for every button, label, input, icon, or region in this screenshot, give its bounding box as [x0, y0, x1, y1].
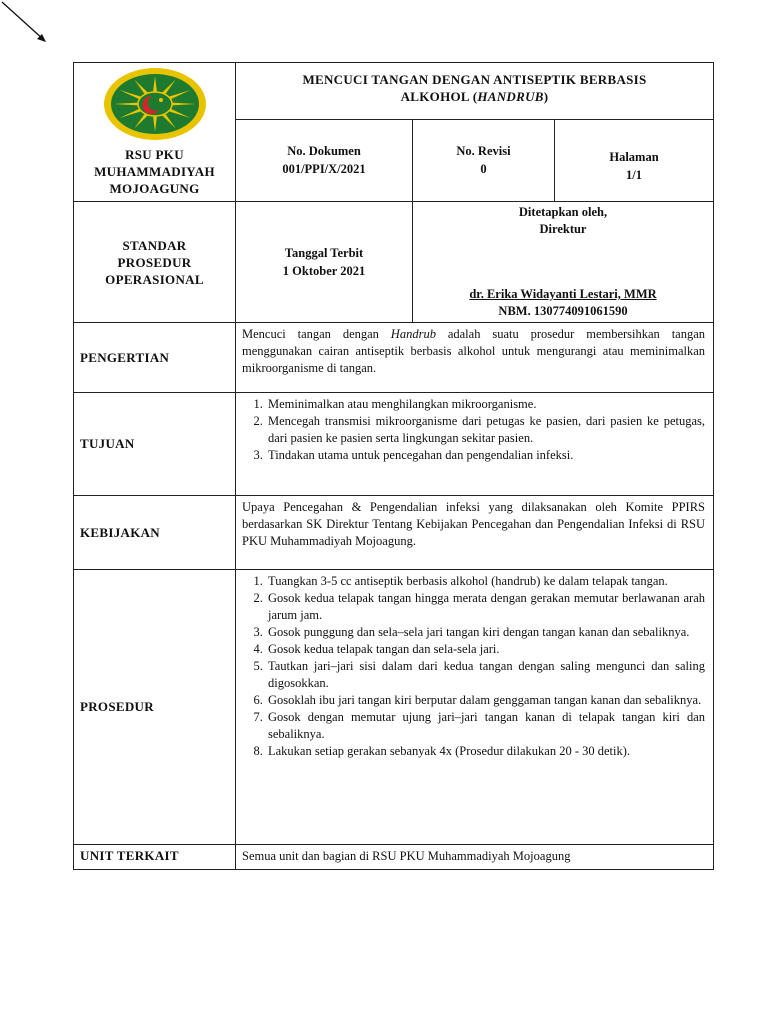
prosedur-list	[236, 570, 714, 845]
list-item: 4. Gosok kedua telapak tangan dan sela-sela jari.	[266, 641, 705, 658]
tujuan-label: TUJUAN	[74, 393, 236, 496]
document-title: MENCUCI TANGAN DENGAN ANTISEPTIK BERBASIS ALKOHOL (HANDRUB)	[236, 63, 714, 120]
revision-cell: No. Revisi 0	[413, 120, 555, 202]
pengertian-text: Mencuci tangan dengan Handrub adalah suatu prosedur membersihkan tangan menggunakan cairan antiseptik berbasis alkohol untuk mengurangi atau meminimalkan mikroorganisme di tangan.	[236, 323, 714, 393]
signer-id: NBM. 130774091061590	[498, 304, 628, 318]
unit-terkait-label: UNIT TERKAIT	[74, 845, 236, 870]
tujuan-list	[236, 393, 714, 496]
kebijakan-label: KEBIJAKAN	[74, 496, 236, 570]
prosedur-label: PROSEDUR	[74, 570, 236, 845]
list-item: 1. Meminimalkan atau menghilangkan mikroorganisme.	[266, 396, 705, 413]
list-item: 3. Gosok punggung dan sela–sela jari tangan kiri dengan tangan kanan dan sebaliknya.	[266, 624, 705, 641]
hospital-cell	[74, 63, 236, 202]
list-item: 2. Gosok kedua telapak tangan hingga merata dengan gerakan memutar berlawanan arah jarum jam.	[266, 590, 705, 624]
list-item: 2. Mencegah transmisi mikroorganisme dari petugas ke pasien, dari pasien ke petugas, dari pasien ke pasien serta lingkungan sekitar pasien.	[266, 413, 705, 447]
unit-terkait-text: Semua unit dan bagian di RSU PKU Muhammadiyah Mojoagung	[236, 845, 714, 870]
muhammadiyah-sun-logo	[102, 66, 208, 142]
list-item: 6. Gosoklah ibu jari tangan kiri berputar dalam genggaman tangan kanan dan sebaliknya.	[266, 692, 705, 709]
sop-table	[73, 62, 714, 870]
corner-arrow-icon	[0, 0, 60, 50]
list-item: 3. Tindakan utama untuk pencegahan dan pengendalian infeksi.	[266, 447, 705, 464]
list-item: 1. Tuangkan 3-5 cc antiseptik berbasis alkohol (handrub) ke dalam telapak tangan.	[266, 573, 705, 590]
sop-label-cell: STANDAR PROSEDUR OPERASIONAL	[74, 202, 236, 323]
list-item: 5. Tautkan jari–jari sisi dalam dari kedua tangan dengan saling mengunci dan saling digosokkan.	[266, 658, 705, 692]
approval-cell: Ditetapkan oleh, Direktur dr. Erika Widayanti Lestari, MMR NBM. 130774091061590	[413, 202, 714, 323]
document-number-cell: No. Dokumen 001/PPI/X/2021	[236, 120, 413, 202]
list-item: 8. Lakukan setiap gerakan sebanyak 4x (Prosedur dilakukan 20 - 30 detik).	[266, 743, 705, 760]
signer-name: dr. Erika Widayanti Lestari, MMR	[469, 287, 657, 301]
issue-date-cell: Tanggal Terbit 1 Oktober 2021	[236, 202, 413, 323]
page-cell: Halaman 1/1	[555, 120, 714, 202]
kebijakan-text: Upaya Pencegahan & Pengendalian infeksi yang dilaksanakan oleh Komite PPIRS berdasarkan SK Direktur Tentang Kebijakan Pencegahan dan Pengendalian Infeksi di RSU PKU Muhammadiyah Mojoagung.	[236, 496, 714, 570]
list-item: 7. Gosok dengan memutar ujung jari–jari tangan kanan di telapak tangan kiri dan sebaliknya.	[266, 709, 705, 743]
hospital-name: RSU PKU MUHAMMADIYAH MOJOAGUNG	[94, 147, 215, 196]
pengertian-label: PENGERTIAN	[74, 323, 236, 393]
